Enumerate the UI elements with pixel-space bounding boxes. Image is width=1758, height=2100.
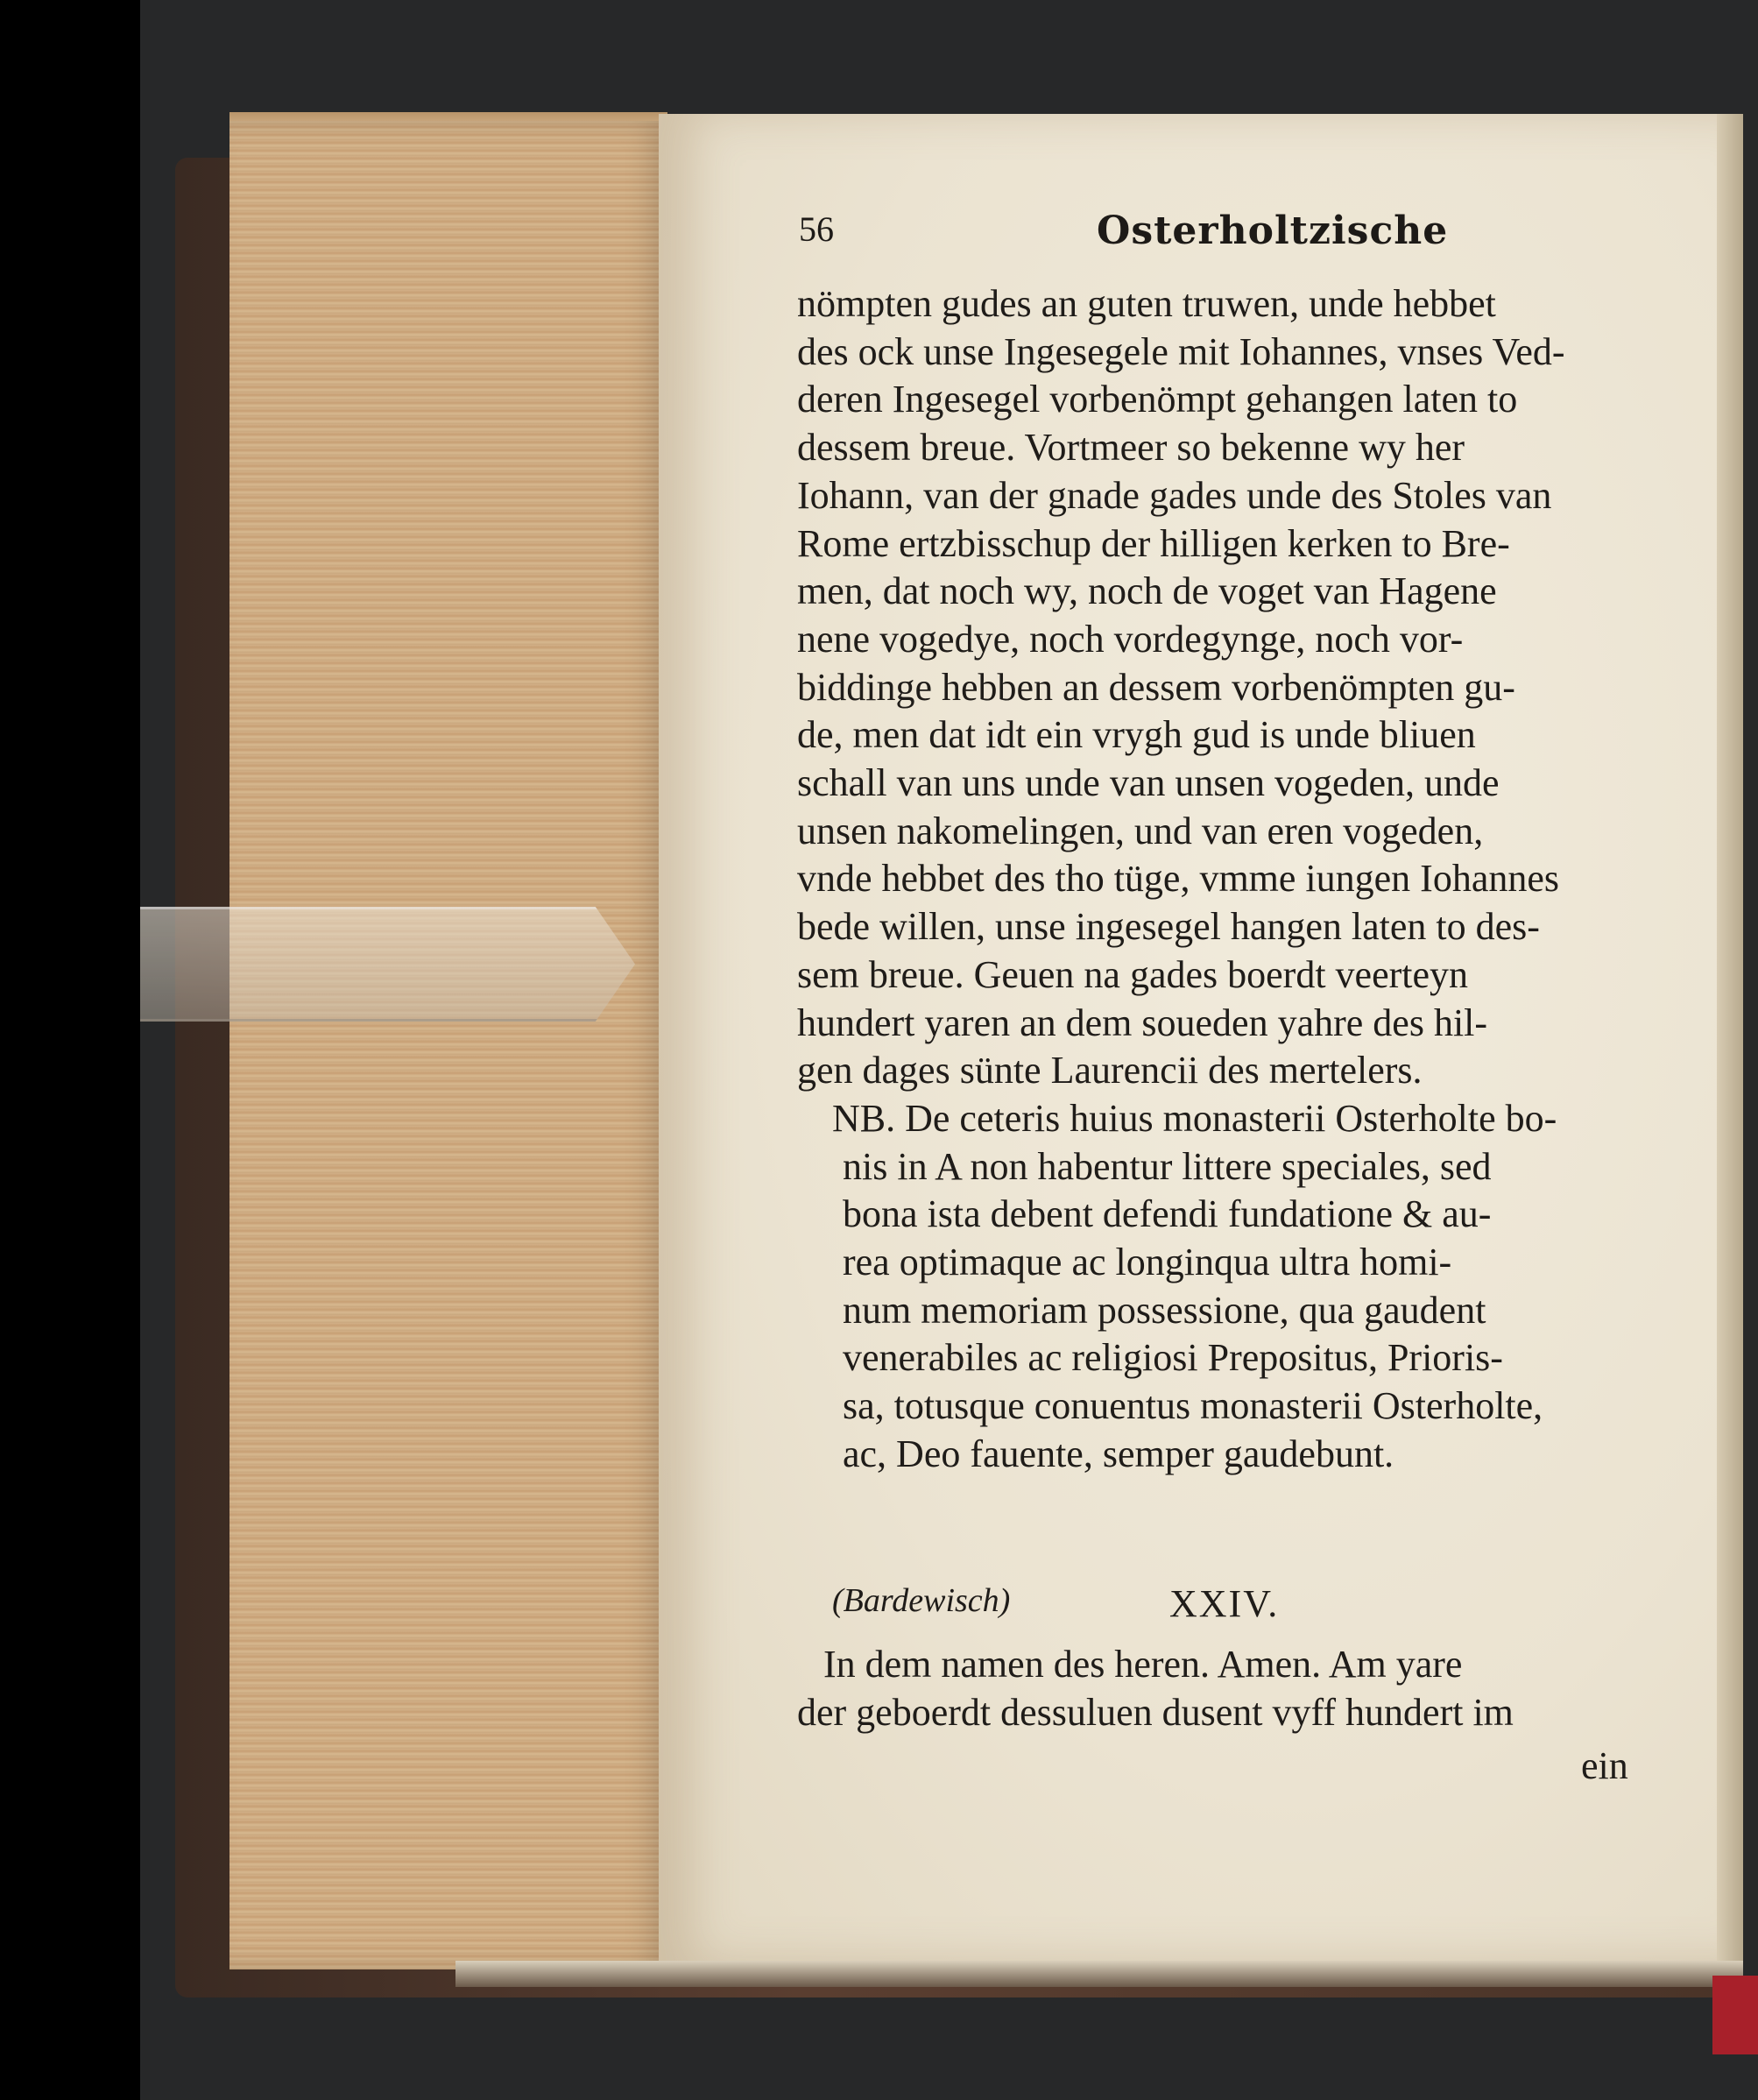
section-side-label: (Bardewisch) [832,1582,1011,1619]
text-line: Rome ertzbisschup der hilligen kerken to Bre- [797,521,1510,565]
page-header [799,209,1640,261]
red-page-edge [1712,1976,1758,2054]
text-line: gen dages sünte Laurencii des mertelers. [797,1049,1423,1092]
text-line: men, dat noch wy, noch de voget van Hagene [797,569,1497,613]
text-line: schall van uns unde van unsen vogeden, unde [797,761,1500,805]
page-bottom-edge [455,1961,1743,1987]
text-line: des ock unse Ingesegele mit Iohannes, vnses Ved- [797,329,1565,373]
text-line: biddinge hebben an dessem vorbenömpten gu- [797,665,1515,709]
section-heading [832,1581,1638,1634]
text-line: de, men dat idt ein vrygh gud is unde bliuen [797,713,1476,757]
note-line: venerabiles ac religiosi Prepositus, Prioris- [843,1336,1503,1380]
note-line: NB. De ceteris huius monasterii Osterholte bo- [832,1096,1557,1140]
text-line: deren Ingesegel vorbenömpt gehangen laten to [797,378,1518,421]
note-line: bona ista debent defendi fundatione & au- [843,1192,1492,1236]
note-line: rea optimaque ac longinqua ultra homi- [843,1241,1452,1284]
text-line: dessem breue. Vortmeer so bekenne wy her [797,426,1465,470]
text-line: sem breue. Geuen na gades boerdt veerteyn [797,952,1469,996]
page-number: 56 [799,209,834,249]
scan-margin [0,0,140,2100]
note-line: num memoriam possessione, qua gaudent [843,1288,1486,1332]
text-line: der geboerdt dessuluen dusent vyff hundert im [797,1691,1514,1734]
left-page-block [229,121,667,1969]
section-numeral: XXIV. [1169,1582,1280,1625]
running-head: Osterholtzische [1097,209,1449,253]
note-line: sa, totusque conuentus monasterii Osterholte, [843,1384,1543,1428]
text-line: nömpten gudes an guten truwen, unde hebbet [797,282,1496,325]
text-line: Iohann, van der gnade gades unde des Stoles van [797,473,1552,517]
bookmark-strip [140,907,635,1022]
text-line: unsen nakomelingen, und van eren vogeden, [797,809,1484,852]
note-line: ac, Deo fauente, semper gaudebunt. [843,1432,1394,1475]
text-line: vnde hebbet des tho tüge, vmme iungen Iohannes [797,857,1560,901]
section-text [797,1640,1638,1736]
note-line: nis in A non habentur littere speciales, sed [843,1144,1492,1188]
text-line: In dem namen des heren. Amen. Am yare [823,1643,1463,1686]
text-line: hundert yaren an dem soueden yahre des hil- [797,1001,1488,1044]
catchword: ein [1581,1744,1628,1787]
text-line: bede willen, unse ingesegel hangen laten to des- [797,905,1540,949]
page-fore-edge [1717,114,1743,1989]
text-line: nene vogedye, noch vordegynge, noch vor- [797,617,1464,661]
body-text [797,280,1656,1479]
